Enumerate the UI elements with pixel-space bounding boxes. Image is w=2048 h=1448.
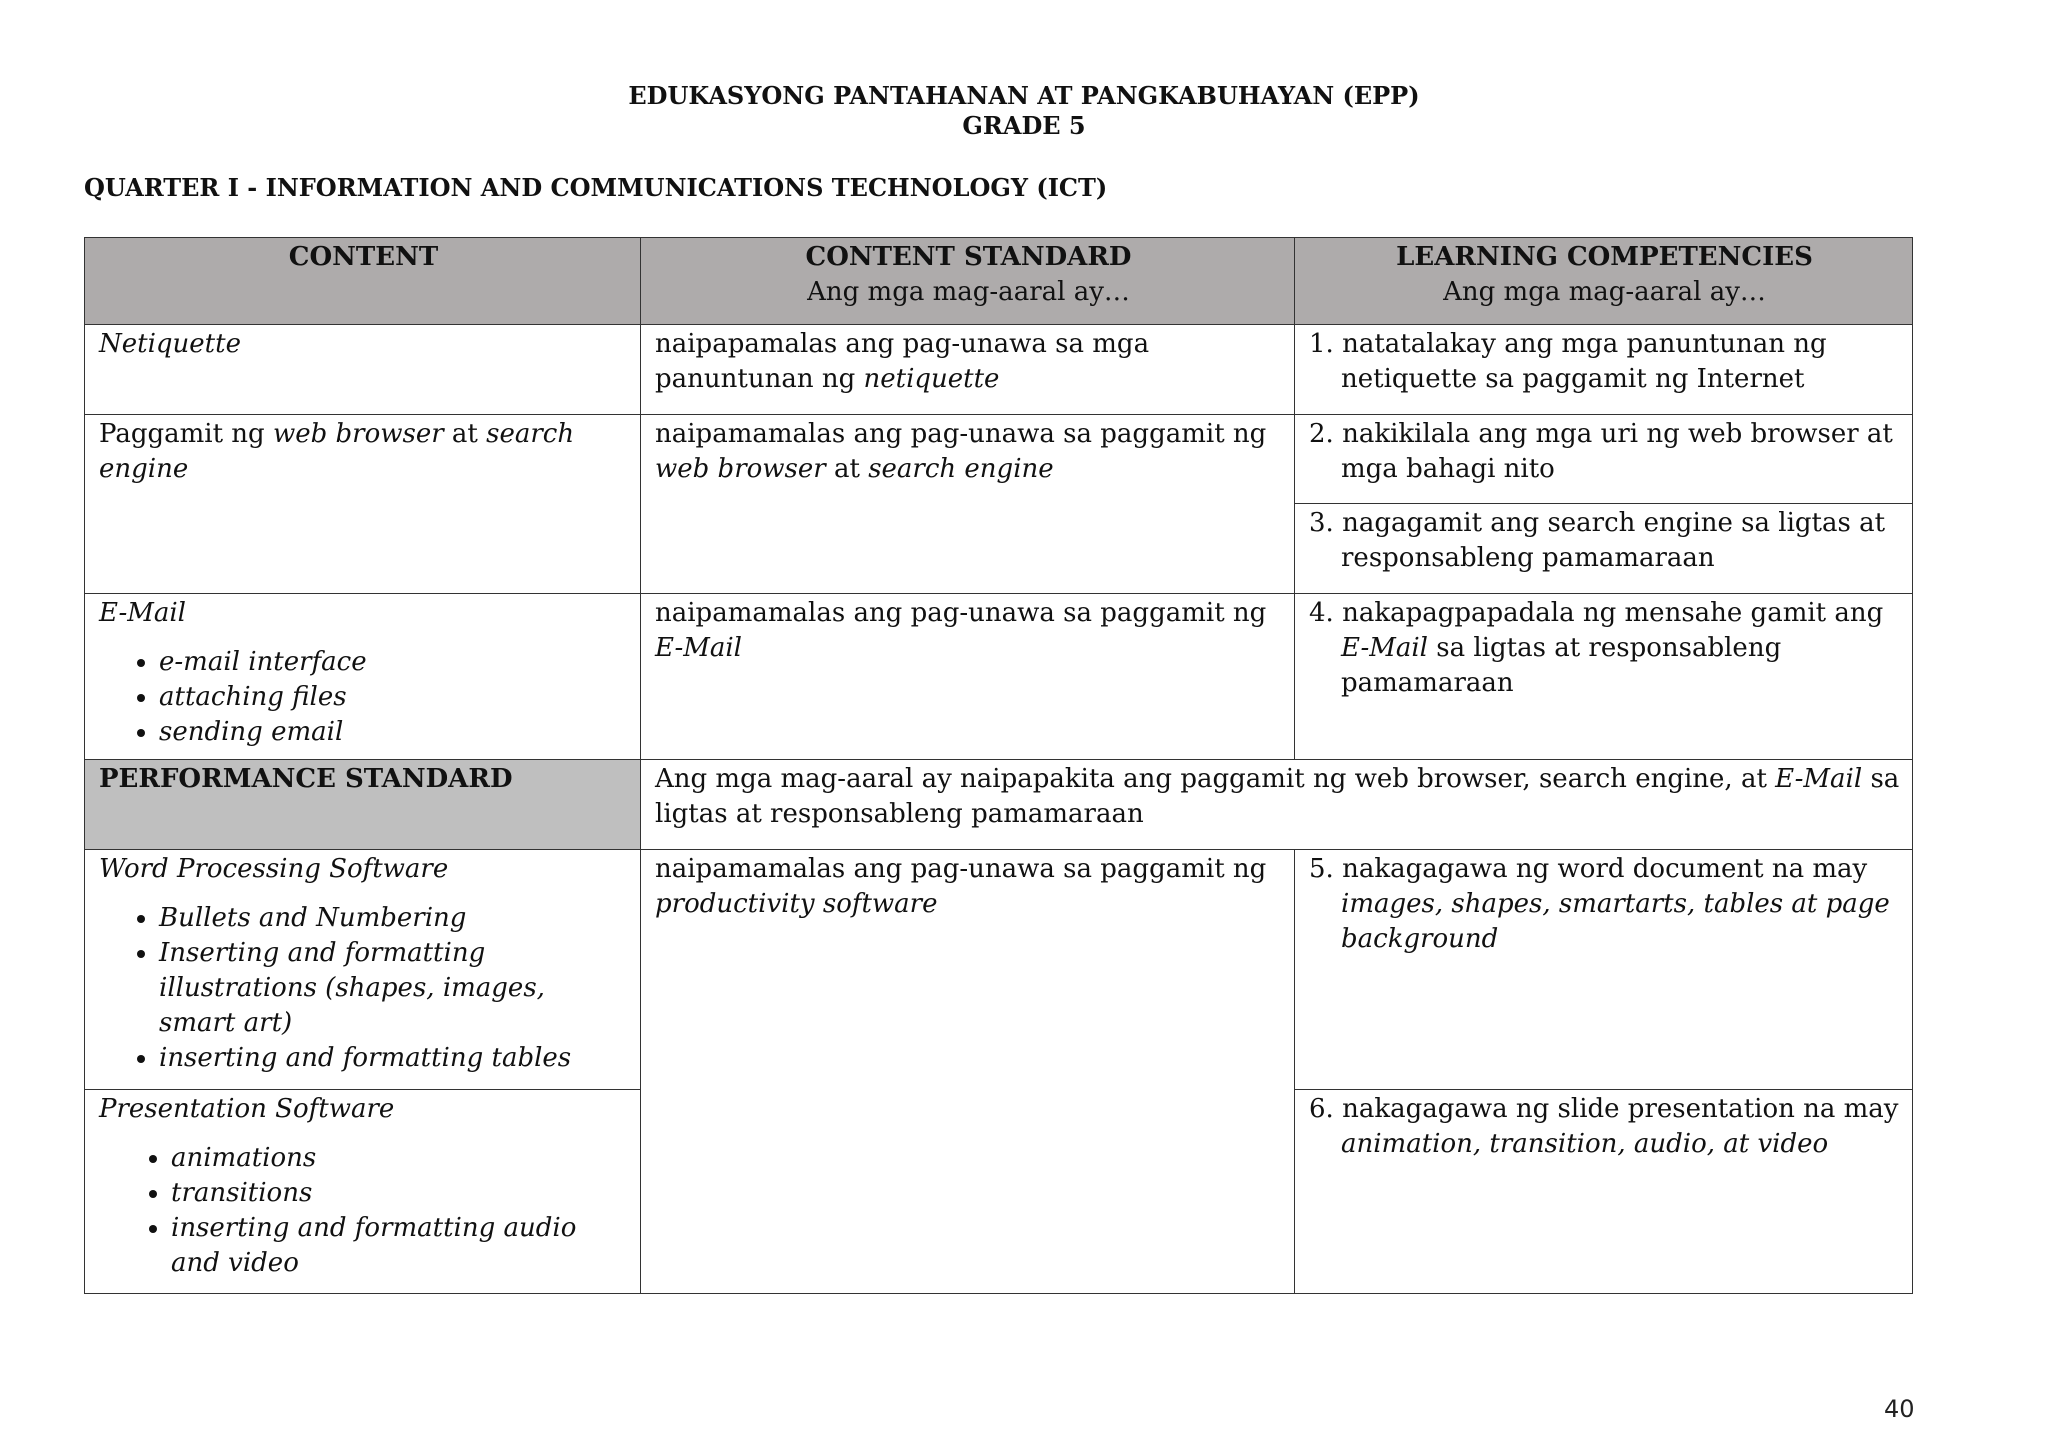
content-bullet-list [99,901,628,1076]
competency-part: 4. nakapagpapadala ng mensahe gamit ang [1309,598,1884,628]
header-content [85,238,641,325]
content-cell [85,594,641,760]
performance-part: Ang mga mag-aaral ay naipapakita ang paggamit ng web browser, search engine, at [655,764,1776,794]
quarter-heading: QUARTER I - INFORMATION AND COMMUNICATIONS TECHNOLOGY (ICT) [84,173,1108,202]
list-item: • Bullets and Numbering [159,901,628,936]
content-text: at [443,419,487,449]
content-text: Paggamit ng [99,419,273,449]
table-row [85,850,1913,1090]
competency-term: animation, transition, audio, at video [1341,1129,1829,1159]
header-competencies-label: LEARNING COMPETENCIES [1396,242,1813,272]
competency-term: E-Mail [1341,633,1429,663]
competency-cell [1295,415,1913,504]
standard-cell [641,850,1295,1294]
table-header-row [85,238,1913,325]
competency-part: 6. nakagagawa ng slide presentation na may [1309,1094,1899,1124]
content-bullet-list [99,645,628,750]
standard-text: at [825,454,869,484]
header-competencies-sub: Ang mga mag-aaral ay… [1443,277,1766,307]
standard-cell [641,415,1295,594]
table-row [85,325,1913,415]
curriculum-table [84,237,1913,1294]
content-term: search engine [99,419,575,484]
competency-text: 2. nakikilala ang mga uri ng web browser at mga bahagi nito [1309,419,1893,484]
standard-term: search engine [868,454,1054,484]
competency-text [1309,852,1900,957]
competency-text [1309,596,1900,701]
competency-cell [1295,325,1913,415]
content-cell [85,415,641,594]
content-bullet-list [99,1141,628,1281]
content-cell [85,325,641,415]
standard-text: naipapamalas ang pag-unawa sa mga panuntunan ng [655,329,1150,394]
competency-text: 3. nagagamit ang search engine sa ligtas at responsableng pamamaraan [1309,508,1886,573]
content-cell [85,1090,641,1294]
content-term: web browser [272,419,444,449]
standard-cell [641,325,1295,415]
list-item: • transitions [171,1176,628,1211]
competency-cell [1295,594,1913,760]
header-content-standard [641,238,1295,325]
standard-term: netiquette [863,364,1000,394]
page-number: 40 [1884,1395,1915,1423]
list-item: • inserting and formatting audio and video [171,1211,628,1281]
list-item: • sending email [159,715,628,750]
competency-text [1309,1092,1900,1162]
list-item: • inserting and formatting tables [159,1041,628,1076]
content-text: Netiquette [99,329,241,359]
content-text: E-Mail [99,598,187,628]
list-item: • animations [171,1141,628,1176]
content-cell [85,850,641,1090]
competency-cell [1295,850,1913,1090]
standard-term: E-Mail [655,633,743,663]
header-learning-competencies [1295,238,1913,325]
header-content-label: CONTENT [288,242,439,272]
document-title: EDUKASYONG PANTAHANAN AT PANGKABUHAYAN (EPP) [628,81,1420,110]
standard-cell [641,594,1295,760]
competency-cell [1295,504,1913,594]
competency-cell [1295,1090,1913,1294]
standard-text: naipamamalas ang pag-unawa sa paggamit ng [655,419,1267,449]
competency-term: images, shapes, smartarts, tables at page background [1341,889,1890,954]
performance-standard-label: PERFORMANCE STANDARD [85,760,641,850]
table-row [85,415,1913,504]
list-item: • attaching files [159,680,628,715]
standard-text: naipamamalas ang pag-unawa sa paggamit ng [655,854,1267,884]
standard-term: web browser [655,454,826,484]
standard-term: productivity software [655,889,938,919]
competency-part: sa ligtas at responsableng pamamaraan [1341,633,1782,698]
content-text: Presentation Software [99,1094,395,1124]
competency-text: 1. natatalakay ang mga panuntunan ng netiquette sa paggamit ng Internet [1309,329,1827,394]
header-standard-label: CONTENT STANDARD [805,242,1132,272]
standard-text: naipamamalas ang pag-unawa sa paggamit ng [655,598,1267,628]
header-standard-sub: Ang mga mag-aaral ay… [807,277,1130,307]
performance-term: E-Mail [1775,764,1863,794]
table-row [85,594,1913,760]
competency-part: 5. nakagagawa ng word document na may [1309,854,1868,884]
performance-standard-text [641,760,1913,850]
content-text: Word Processing Software [99,854,449,884]
list-item: • e-mail interface [159,645,628,680]
list-item: • Inserting and formatting illustrations (shapes, images, smart art) [159,936,628,1041]
performance-standard-row [85,760,1913,850]
performance-part: sa ligtas at responsableng pamamaraan [655,764,1900,829]
grade-label: GRADE 5 [962,111,1086,140]
